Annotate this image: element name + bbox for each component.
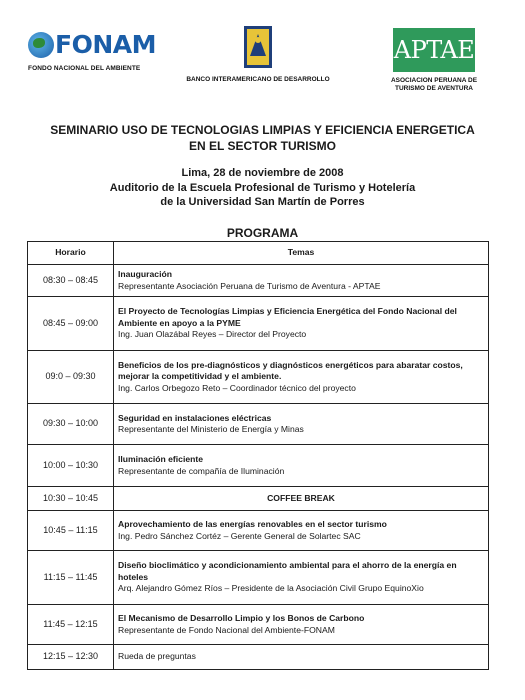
topic-title: Inauguración bbox=[118, 269, 172, 279]
aptae-caption-line-1: ASOCIACION PERUANA DE bbox=[390, 77, 478, 84]
topic-title: Beneficios de los pre-diagnósticos y diagnósticos energéticos para abaratar costos, mejorar la competitividad y el ambiente. bbox=[118, 359, 463, 382]
globe-icon bbox=[28, 32, 54, 58]
topic-title: Aprovechamiento de las energías renovables en el sector turismo bbox=[118, 519, 387, 529]
coffee-break-label: COFFEE BREAK bbox=[114, 487, 489, 511]
table-row bbox=[28, 605, 489, 645]
seminar-title bbox=[0, 122, 525, 154]
topic-speaker: Rueda de preguntas bbox=[118, 651, 196, 662]
table-row bbox=[28, 511, 489, 551]
topic-speaker: Representante del Ministerio de Energía y Minas bbox=[118, 424, 304, 434]
row-topic bbox=[114, 351, 489, 404]
row-time: 09:30 – 10:00 bbox=[28, 404, 114, 445]
bid-caption: BANCO INTERAMERICANO DE DESARROLLO bbox=[186, 76, 330, 83]
table-header-row bbox=[28, 242, 489, 265]
topic-title: Iluminación eficiente bbox=[118, 454, 204, 464]
table-row bbox=[28, 487, 489, 511]
table-row bbox=[28, 297, 489, 351]
table-row bbox=[28, 445, 489, 487]
topic-speaker: Arq. Alejandro Gómez Ríos – Presidente de la Asociación Civil Grupo EquinoXio bbox=[118, 583, 424, 594]
row-topic bbox=[114, 445, 489, 487]
schedule-table bbox=[27, 241, 489, 670]
table-row bbox=[28, 265, 489, 297]
row-time: 09:0 – 09:30 bbox=[28, 351, 114, 404]
row-time: 11:15 – 11:45 bbox=[28, 551, 114, 605]
topic-speaker: Representante de Fondo Nacional del Ambiente-FONAM bbox=[118, 624, 335, 635]
table-row bbox=[28, 645, 489, 670]
programa-heading: PROGRAMA bbox=[226, 226, 299, 240]
event-venue-line-2: de la Universidad San Martín de Porres bbox=[160, 196, 365, 208]
logo-header bbox=[0, 0, 525, 110]
horario-header: Horario bbox=[28, 242, 114, 265]
row-time: 11:45 – 12:15 bbox=[28, 605, 114, 645]
topic-title: El Proyecto de Tecnologías Limpias y Eficiencia Energética del Fondo Nacional del Ambiente en apoyo a la PYME bbox=[118, 306, 457, 328]
topic-speaker: Ing. Juan Olazábal Reyes – Director del Proyecto bbox=[118, 329, 307, 340]
row-topic bbox=[114, 605, 489, 645]
row-topic bbox=[114, 404, 489, 445]
row-topic bbox=[114, 265, 489, 297]
fonam-wordmark bbox=[28, 30, 163, 59]
aptae-caption bbox=[384, 77, 484, 93]
seminar-title-line-1: SEMINARIO USO DE TECNOLOGIAS LIMPIAS Y EFICIENCIA ENERGETICA bbox=[50, 123, 475, 137]
topic-speaker: Ing. Pedro Sánchez Cortéz – Gerente General de Solartec SAC bbox=[118, 530, 361, 541]
topic-speaker: Ing. Carlos Orbegozo Reto – Coordinador técnico del proyecto bbox=[118, 382, 356, 393]
topic-speaker: Representante Asociación Peruana de Turismo de Aventura - APTAE bbox=[118, 280, 381, 291]
aptae-wordmark: APTAE bbox=[393, 28, 475, 72]
topic-title: Diseño bioclimático y acondicionamiento ambiental para el ahorro de la energía en hoteles bbox=[118, 560, 457, 582]
bid-emblem-icon bbox=[244, 26, 272, 68]
bid-logo bbox=[178, 26, 338, 83]
row-time: 10:45 – 11:15 bbox=[28, 511, 114, 551]
row-topic bbox=[114, 511, 489, 551]
aptae-caption-line-2: TURISMO DE AVENTURA bbox=[395, 85, 473, 92]
row-topic bbox=[114, 297, 489, 351]
fonam-caption: FONDO NACIONAL DEL AMBIENTE bbox=[28, 65, 141, 72]
event-info bbox=[0, 166, 525, 210]
topic-title: Seguridad en instalaciones eléctricas bbox=[118, 412, 272, 423]
fonam-logo bbox=[28, 30, 163, 72]
row-time: 10:00 – 10:30 bbox=[28, 445, 114, 487]
table-row bbox=[28, 404, 489, 445]
row-time: 08:45 – 09:00 bbox=[28, 297, 114, 351]
row-topic bbox=[114, 551, 489, 605]
row-topic bbox=[114, 645, 489, 670]
seminar-title-line-2: EN EL SECTOR TURISMO bbox=[189, 139, 336, 153]
temas-header: Temas bbox=[114, 242, 489, 265]
fonam-name: FONAM bbox=[55, 30, 156, 59]
row-time: 08:30 – 08:45 bbox=[28, 265, 114, 297]
row-time: 10:30 – 10:45 bbox=[28, 487, 114, 511]
table-row bbox=[28, 551, 489, 605]
table-row bbox=[28, 351, 489, 404]
topic-title: El Mecanismo de Desarrollo Limpio y los Bonos de Carbono bbox=[118, 613, 365, 623]
aptae-logo bbox=[384, 28, 484, 93]
event-date: Lima, 28 de noviembre de 2008 bbox=[181, 167, 344, 179]
row-time: 12:15 – 12:30 bbox=[28, 645, 114, 670]
event-venue-line-1: Auditorio de la Escuela Profesional de Turismo y Hotelería bbox=[109, 181, 416, 194]
topic-speaker: Representante de compañía de Iluminación bbox=[118, 465, 285, 476]
